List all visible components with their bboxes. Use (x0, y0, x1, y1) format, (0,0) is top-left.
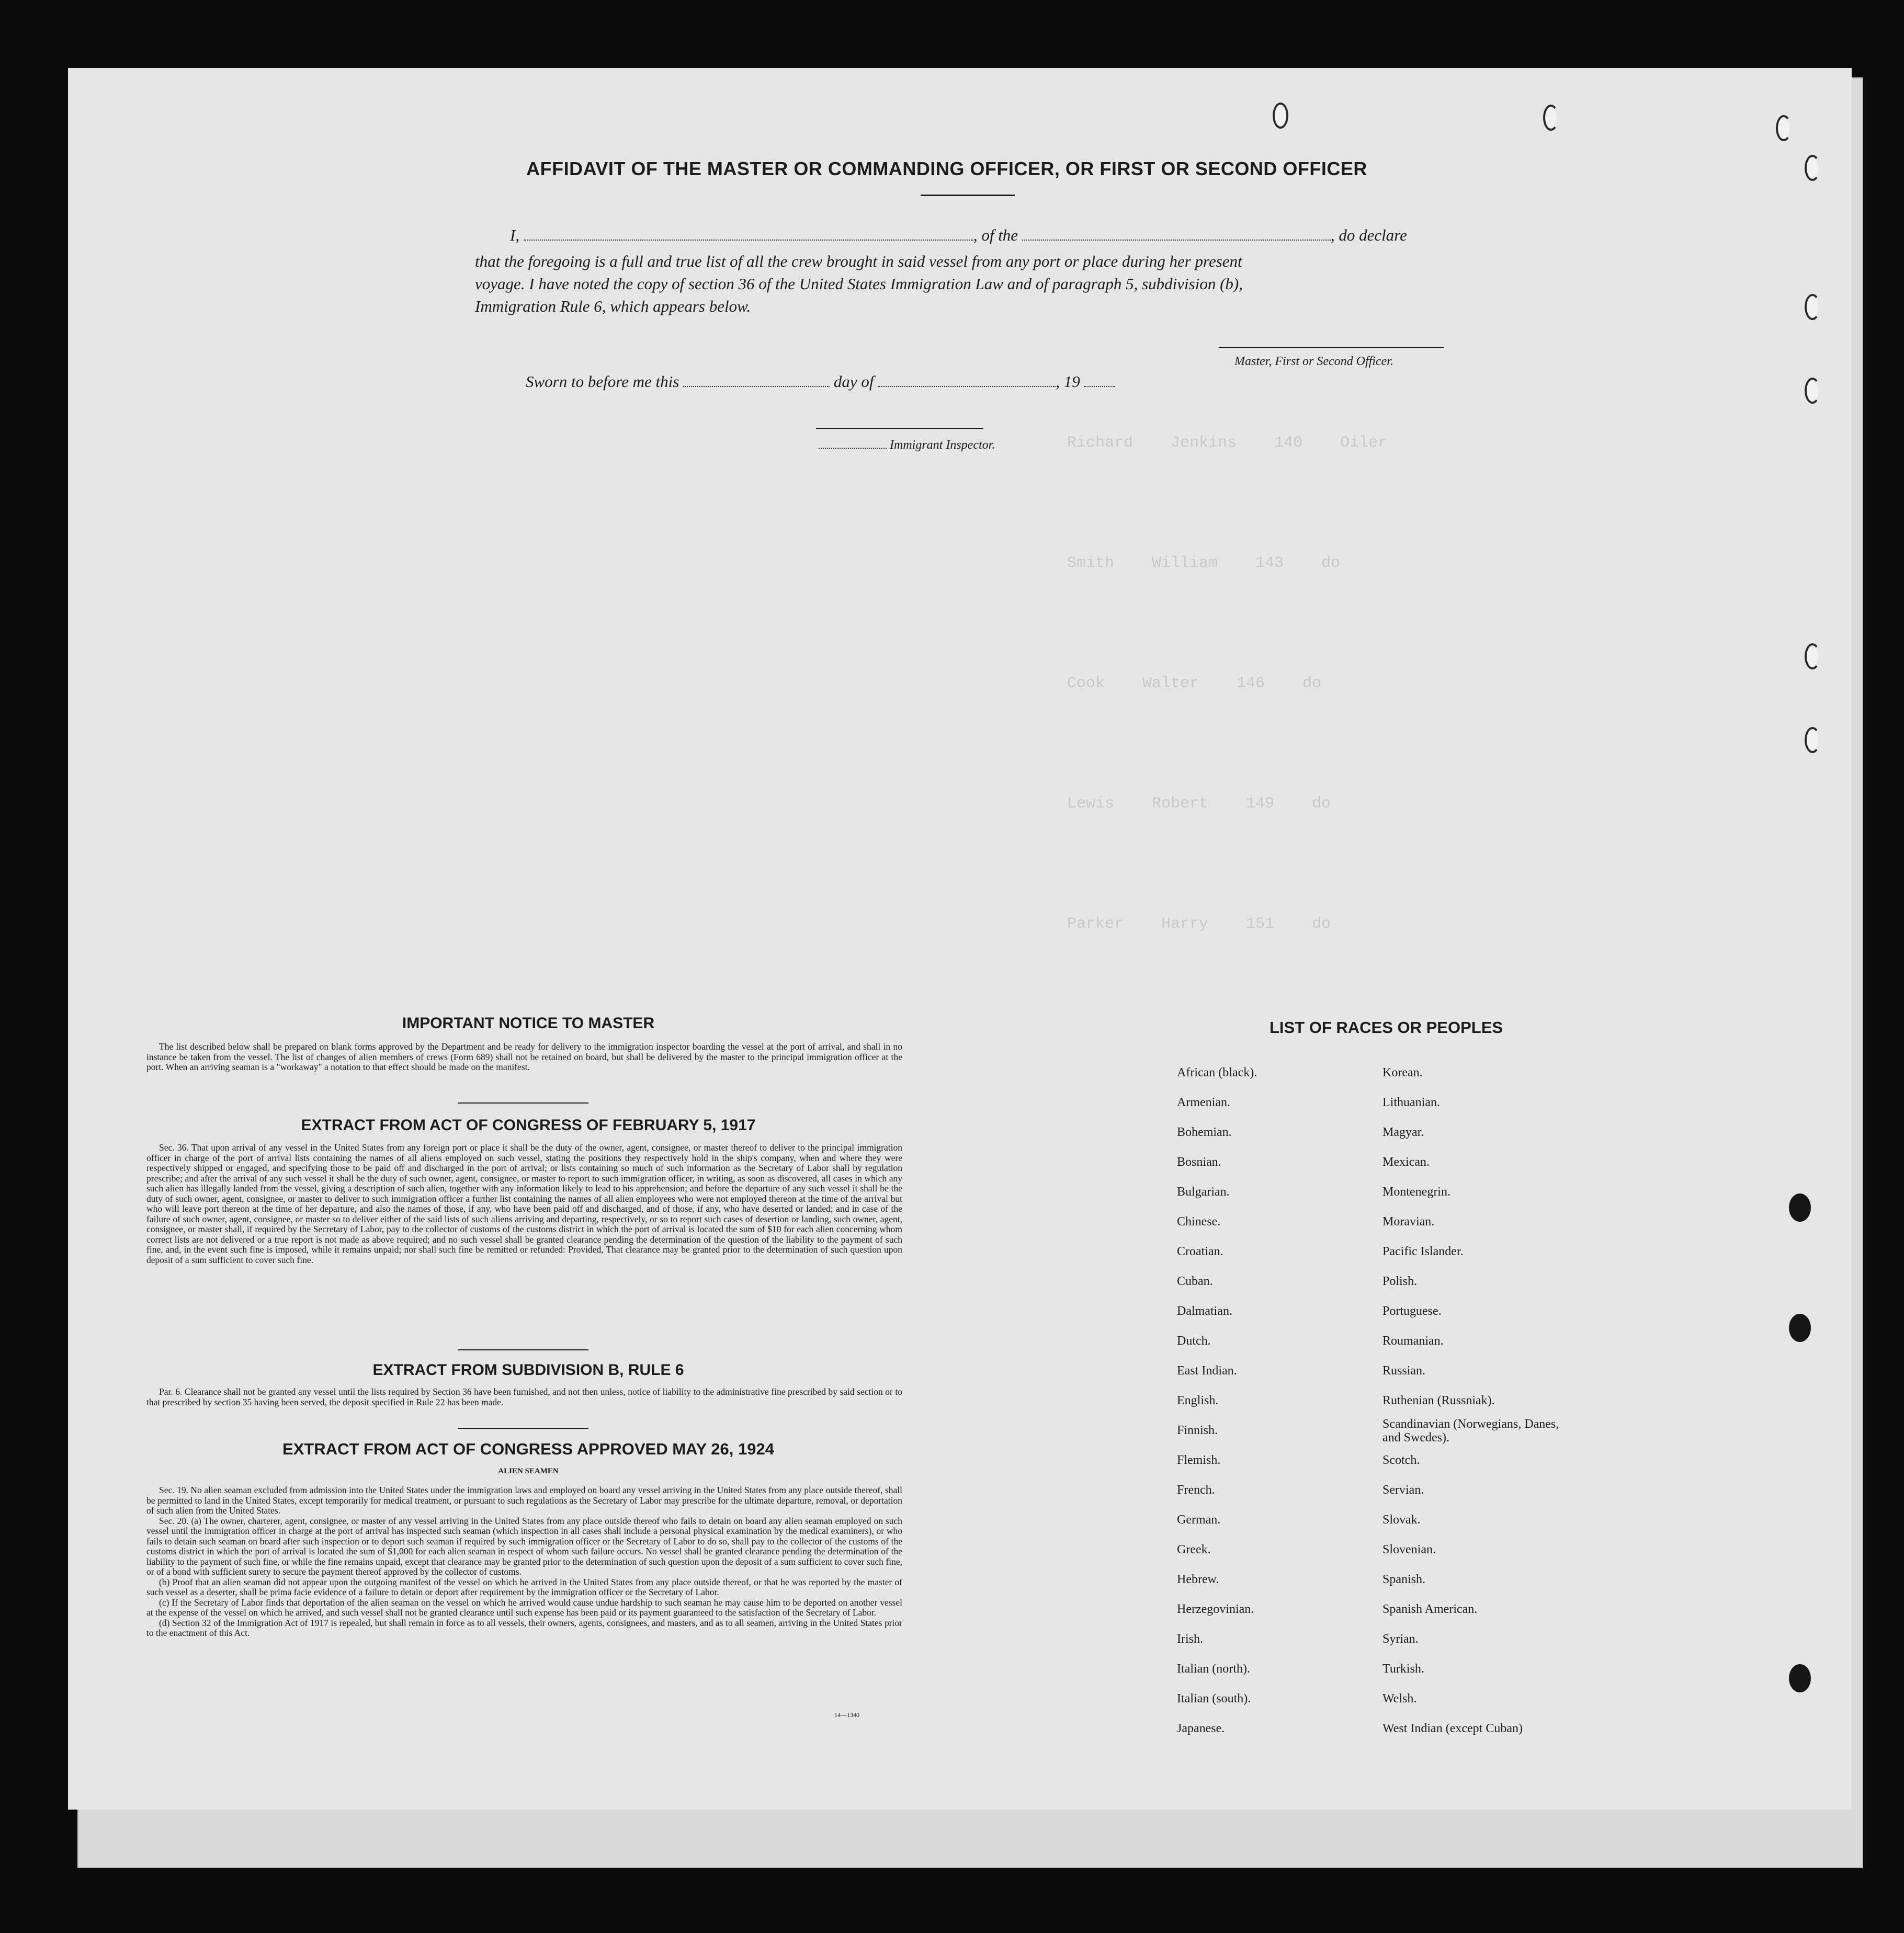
extract-rule6-title: EXTRACT FROM SUBDIVISION B, RULE 6 (372, 1361, 684, 1379)
race-item: Turkish. (1382, 1662, 1424, 1676)
rule6-paragraph: Par. 6. Clearance shall not be granted any vessel until the lists required by Section 36 have been furnished, and not then unless, notice of liability to the administrative fine prescribed by said section or to that prescribed by section 35 having been served, the deposit specified in Rule 22 has been made. (146, 1386, 902, 1407)
master-name-field (524, 239, 973, 241)
inspector-signature-label (819, 438, 995, 452)
sec-20b-paragraph: (b) Proof that an alien seaman did not appear upon the outgoing manifest of the vessel on which he arrived in the United States from any place outside thereof, or that he was reported by the master of such vessel as a deserter, shall be prima facie evidence of a failure to detain or deport after requirement by the immigration officer or the Secretary of Labor. (146, 1576, 902, 1597)
master-signature-line (1219, 347, 1444, 348)
race-item: Japanese. (1177, 1722, 1225, 1735)
race-item: Korean. (1382, 1066, 1423, 1079)
race-item: Italian (south). (1177, 1692, 1251, 1705)
affidavit-declare-label: , do declare (1330, 226, 1407, 244)
punch-hole-icon (1789, 1314, 1811, 1342)
inspector-dotted (819, 447, 887, 449)
race-item: Polish. (1382, 1275, 1418, 1288)
race-item: Ruthenian (Russniak). (1382, 1394, 1495, 1407)
race-item: Italian (north). (1177, 1662, 1250, 1676)
race-item: Moravian. (1382, 1215, 1435, 1229)
affidavit-i-label: I, (510, 226, 520, 244)
race-item: Dalmatian. (1177, 1304, 1232, 1318)
race-item: Magyar. (1382, 1125, 1424, 1139)
affidavit-line-4: Immigration Rule 6, which appears below. (475, 297, 751, 315)
master-signature-label: Master, First or Second Officer. (1234, 355, 1393, 368)
sec-19-paragraph: Sec. 19. No alien seaman excluded from admission into the United States under the immigration laws and employed on board any vessel arriving in the United States from any place outside thereof, shall be permitted to land in the United States, except temporarily for medical treatment, or pursuant to such regulations as the Secretary of Labor may prescribe for the ultimate departure, removal, or deportation of such alien from the United States. (146, 1485, 902, 1516)
affidavit-line-3: voyage. I have noted the copy of section 36 of the United States Immigration Law and of paragraph 5, subdivision (b), (475, 275, 1243, 293)
punch-hole-icon (1776, 115, 1792, 141)
affidavit-of-the-label: , of the (973, 226, 1018, 244)
race-item: French. (1177, 1483, 1215, 1497)
race-item: Pacific Islander. (1382, 1245, 1464, 1258)
race-item: Mexican. (1382, 1155, 1430, 1169)
race-item: Irish. (1177, 1632, 1203, 1646)
race-item: Armenian. (1177, 1096, 1230, 1109)
affidavit-declaration-line (510, 226, 1407, 245)
race-item: Finnish. (1177, 1424, 1218, 1437)
race-item: Lithuanian. (1382, 1096, 1440, 1109)
form-number: 14—1340 (834, 1711, 859, 1719)
bleed-through-text: Richard Jenkins 140 Oiler (1067, 434, 1388, 452)
inspector-label: Immigrant Inspector. (890, 438, 995, 452)
sworn-day-of-label: day of (833, 372, 874, 391)
race-item: Greek. (1177, 1543, 1211, 1556)
bleed-through-text: Smith William 143 do (1067, 554, 1341, 572)
race-item: Dutch. (1177, 1334, 1211, 1348)
race-item: Chinese. (1177, 1215, 1221, 1229)
sec-20a-paragraph: Sec. 20. (a) The owner, charterer, agent, consignee, or master of any vessel arriving in the United States from any place outside thereof who fails to detain on board any alien seaman employed on such vessel until the immigration officer in charge at the port of arrival has inspected such seaman (which inspection in all cases shall include a personal physical examination by the medical examiners), or who fails to detain such seaman on board after such inspection or to deport such seaman if required by such immigration officer or the Secretary of Labor to do so, shall pay to the collector of the customs of the customs district in which the port of arrival is located the sum of $1,000 for each alien seaman in respect of whom such failure occurs. No vessel shall be granted clearance pending the determination of the liability to the payment of such fine, or while the fine remains unpaid, except that clearance may be granted prior to the determination of such question upon the deposit of a sum sufficient to cover such fine, or of a bond with sufficient surety to secure the payment thereof approved by the collector of customs. (146, 1515, 902, 1577)
vessel-name-field (1022, 239, 1331, 241)
divider (458, 1102, 588, 1104)
affidavit-line-2: that the foregoing is a full and true list of all the crew brought in said vessel from any port or place during her present (475, 252, 1242, 270)
punch-hole-icon (1805, 643, 1820, 669)
race-item: Montenegrin. (1382, 1185, 1450, 1199)
divider (458, 1349, 588, 1350)
divider (921, 195, 1015, 196)
race-item: Flemish. (1177, 1453, 1221, 1467)
race-item: East Indian. (1177, 1364, 1237, 1378)
sec-20d-paragraph: (d) Section 32 of the Immigration Act of 1917 is repealed, but shall remain in force as to all vessels, their owners, agents, consignees, and masters, and as to all seamen, arriving in the United States prior to the enactment of this Act. (146, 1617, 902, 1638)
punch-hole-icon (1273, 103, 1288, 129)
race-item: Hebrew. (1177, 1573, 1219, 1586)
race-item: West Indian (except Cuban) (1382, 1722, 1523, 1735)
race-item: Scandinavian (Norwegians, Danes, and Swedes). (1382, 1417, 1559, 1445)
race-item: German. (1177, 1513, 1221, 1527)
race-item: Welsh. (1382, 1692, 1417, 1705)
punch-hole-icon (1805, 727, 1820, 753)
section-36-paragraph: Sec. 36. That upon arrival of any vessel in the United States from any foreign port or place it shall be the duty of the owner, agent, consignee, or master thereof to deliver to the principal immigration officer in charge of the port of arrival lists containing the names of all aliens employed on such vessel, stating the positions they respectively hold in the ship's company, when and where they were respectively shipped or engaged, and specifying those to be paid off and discharged in the port of arrival; or lists containing so much of such information as the Secretary of Labor shall by regulation prescribe; and after the arrival of any such vessel it shall be the duty of such owner, agent, consignee, or master to report to such immigration officer, in writing, as soon as discovered, all cases in which any such alien has illegally landed from the vessel, giving a description of such alien, together with any information likely to lead to his apprehension; and before the departure of any such vessel it shall be the duty of such owner, agent, consignee, or master to deliver to such immigration officer a further list containing the names of all alien employees who were not employed thereon at the time of the arrival but who will leave port thereon at the time of her departure, and also the names of those, if any, who have been paid off and discharged, and of those, if any, who have deserted or landed; and in case of the failure of such owner, agent, consignee, or master so to deliver either of the said lists of such aliens arriving and departing, respectively, or so to report such cases of desertion or landing, such owner, agent, consignee, or master shall, if required by the Secretary of Labor, pay to the collector of customs of the customs district in which the port of arrival is located the sum of $10 for each alien concerning whom correct lists are not delivered or a true report is not made as above required; and no such vessel shall be granted clearance pending the determination of the question of the liability to the payment of such fine, and, in the event such fine is imposed, while it remains unpaid; nor shall such fine be remitted or refunded: Provided, That clearance may be granted prior to the determination of such question upon deposit of a sum sufficient to cover such fine. (146, 1142, 902, 1265)
race-item: Roumanian. (1382, 1334, 1444, 1348)
race-item: African (black). (1177, 1066, 1257, 1079)
race-item: Croatian. (1177, 1245, 1223, 1258)
race-item: Bohemian. (1177, 1125, 1232, 1139)
sworn-year-label: , 19 (1056, 372, 1080, 391)
punch-hole-icon (1805, 155, 1820, 181)
alien-seamen-subtitle: ALIEN SEAMEN (498, 1467, 559, 1475)
race-item: Bosnian. (1177, 1155, 1221, 1169)
race-item: Syrian. (1382, 1632, 1419, 1646)
punch-hole-icon (1805, 294, 1820, 320)
race-item: Spanish American. (1382, 1602, 1478, 1616)
inspector-signature-line (816, 428, 983, 429)
race-item: Slovenian. (1382, 1543, 1436, 1556)
extract-1924-text (146, 1485, 902, 1639)
race-item: Scotch. (1382, 1453, 1420, 1467)
bleed-through-text: Lewis Robert 149 do (1067, 795, 1331, 813)
race-item: Cuban. (1177, 1275, 1213, 1288)
race-item: Russian. (1382, 1364, 1426, 1378)
sworn-prefix: Sworn to before me this (526, 372, 679, 391)
race-item: Spanish. (1382, 1573, 1426, 1586)
punch-hole-icon (1789, 1193, 1811, 1222)
divider (458, 1428, 588, 1429)
extract-1917-title: EXTRACT FROM ACT OF CONGRESS OF FEBRUARY 5, 1917 (301, 1117, 756, 1134)
race-item: Servian. (1382, 1483, 1424, 1497)
notice-title: IMPORTANT NOTICE TO MASTER (402, 1015, 655, 1032)
sworn-day-field (683, 385, 830, 387)
sec-20c-paragraph: (c) If the Secretary of Labor finds that deportation of the alien seaman on the vessel on which he arrived would cause undue hardship to such seaman he may cause him to be deported on another vessel at the expense of the vessel on which he arrived, and such vessel shall not be granted clearance until such expense has been paid or its payment guaranteed to the satisfaction of the Secretary of Labor. (146, 1597, 902, 1618)
race-item: English. (1177, 1394, 1219, 1407)
punch-hole-icon (1805, 378, 1820, 404)
sworn-year-field (1084, 385, 1115, 387)
sworn-line (526, 372, 1115, 391)
races-title: LIST OF RACES OR PEOPLES (1269, 1018, 1503, 1037)
race-item: Bulgarian. (1177, 1185, 1230, 1199)
punch-hole-icon (1543, 105, 1559, 131)
notice-text (146, 1042, 902, 1073)
extract-rule6-text (146, 1387, 902, 1407)
extract-1917-text (146, 1143, 902, 1265)
extract-1924-title: EXTRACT FROM ACT OF CONGRESS APPROVED MAY 26, 1924 (282, 1440, 774, 1458)
bleed-through-text: Parker Harry 151 do (1067, 915, 1331, 933)
punch-hole-icon (1789, 1664, 1811, 1692)
race-item: Portuguese. (1382, 1304, 1442, 1318)
bleed-through-text: Cook Walter 146 do (1067, 675, 1322, 692)
notice-paragraph: The list described below shall be prepared on blank forms approved by the Department and be ready for delivery to the immigration inspector boarding the vessel at the port of arrival, and shall in no instance be taken from the vessel. The list of changes of alien members of crews (Form 689) shall not be retained on board, but shall be delivered by the master to the principal immigration officer at the port. When an arriving seaman is a "workaway" a notation to that effect should be made on the manifest. (146, 1041, 902, 1072)
race-item: Slovak. (1382, 1513, 1421, 1527)
race-item: Herzegovinian. (1177, 1602, 1254, 1616)
affidavit-title: AFFIDAVIT OF THE MASTER OR COMMANDING OFFICER, OR FIRST OR SECOND OFFICER (526, 158, 1367, 179)
sworn-month-field (878, 385, 1056, 387)
